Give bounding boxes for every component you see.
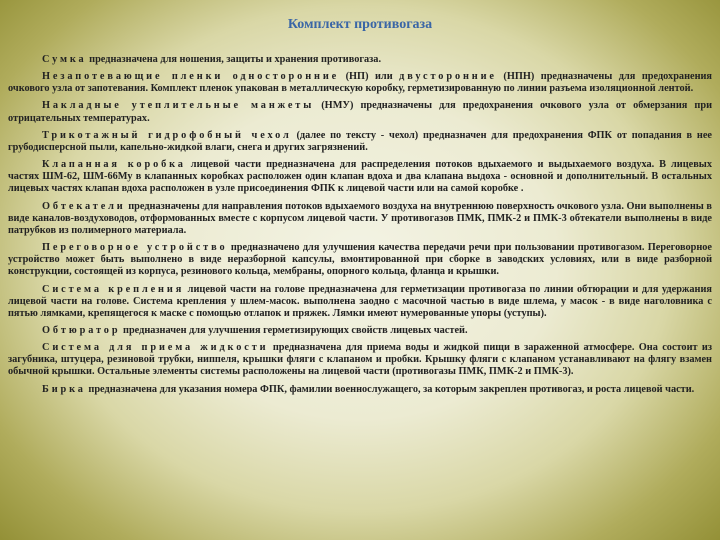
term: Накладные утеплительные манжеты <box>42 100 315 112</box>
paragraph-text: (НПН) предназначены для предохранения очкового узла от запотевания. Комплект пленок упакован в металлическую коробку, герметизированную по линии разъема изоляционной лентой. <box>8 71 713 95</box>
term: Клапанная коробка <box>42 159 186 171</box>
paragraph-text: (далее по тексту - чехол) предназначен для предохранения ФПК от попадания в нее грубодисперсной пыли, капельно-жидкой влаги, снега и других загрязнений. <box>8 129 712 153</box>
term: Обтюратор <box>42 324 121 336</box>
term: Бирка <box>42 383 86 395</box>
term: Переговорное устройство <box>42 242 228 254</box>
paragraph-intercom <box>8 242 712 278</box>
page-title: Комплект противогаза <box>287 17 433 32</box>
term: Незапотевающие пленки односторонние <box>42 71 340 83</box>
paragraph-text: лицевой части на голове предназначена для герметизации противогаза по линии обтюрации и для удержания лицевой части на голове. Система крепления у шлем-масок. выполнена заодно с масочной частью в виде шлема, у масок - в виде наголовника с пятью лямками, крепящегося к маске с помощью отлапок и пряжек. Лямки имеют нумерованные упоры (уступы). <box>8 283 712 319</box>
term: Система крепления <box>42 283 185 295</box>
paragraph-valve-box <box>8 159 712 195</box>
paragraph-drinking <box>8 342 712 378</box>
term: Обтекатели <box>42 200 126 212</box>
paragraph-text: предназначена для указания номера ФПК, фамилии военнослужащего, за которым закреплен противогаз, и роста лицевой части. <box>85 383 695 395</box>
paragraph-fairings <box>8 201 712 237</box>
term: Трикотажный гидрофобный чехол <box>42 129 292 141</box>
paragraph-text: лицевой части предназначена для распределения потоков вдыхаемого и выдыхаемого воздуха. В лицевых частях ШМ-62, ШМ-66Му в клапанных коробках расположен один клапан вдоха и два клапана выдоха - основной и дополнительный. В остальных лицевых частях клапан вдоха расположен в узле присоединения ФПК к лицевой части или на самой коробке . <box>8 159 712 195</box>
term: Сумка <box>42 54 87 65</box>
paragraph-text: предназначена для приема воды и жидкой пищи в зараженной атмосфере. Она состоит из загубника, штуцера, резиновой трубки, ниппеля, крышки фляги с клапаном и пробки. Крышку фляги с клапаном устанавливают на флягу взамен обычной крышки. Остальные элементы системы расположены на лицевой части (противогазы ПМК, ПМК-2 и ПМК-3). <box>8 342 712 378</box>
term: Система для приема жидкости <box>42 342 269 354</box>
paragraph-harness <box>8 284 712 320</box>
paragraph-text: (НМУ) предназначены для предохранения очкового узла от обмерзания при отрицательных температурах. <box>8 100 712 124</box>
paragraph-text: предназначены для направления потоков вдыхаемого воздуха на внутреннюю поверхность очкового узла. Они выполнены в виде каналов-воздуховодов, отформованных вместе с корпусом лицевой части. У противогазов ПМК, ПМК-2 и ПМК-3 обтекатели выполнены в виде патрубков из полимерного материала. <box>8 200 712 236</box>
paragraph-films <box>8 71 712 95</box>
paragraph-text: (НП) или <box>339 71 400 83</box>
body-text <box>8 54 712 401</box>
term: двусторонние <box>399 71 497 83</box>
paragraph-obturator <box>8 325 712 337</box>
paragraph-bag <box>8 54 712 66</box>
paragraph-text: предназначен для улучшения герметизирующих свойств лицевых частей. <box>120 324 468 336</box>
paragraph-cover <box>8 130 712 154</box>
paragraph-text: предназначено для улучшения качества передачи речи при пользовании противогазом. Переговорное устройство может быть выполнено в виде неразборной капсулы, вмонтированной при сборке в заводских условиях, или в виде разборной конструкции, состоящей из корпуса, резинового кольца, мембраны, опорного кольца, фланца и крышки. <box>8 242 712 278</box>
paragraph-text: предназначена для ношения, защиты и хранения противогаза. <box>86 54 382 65</box>
paragraph-tag <box>8 384 712 396</box>
paragraph-cuffs <box>8 100 712 124</box>
